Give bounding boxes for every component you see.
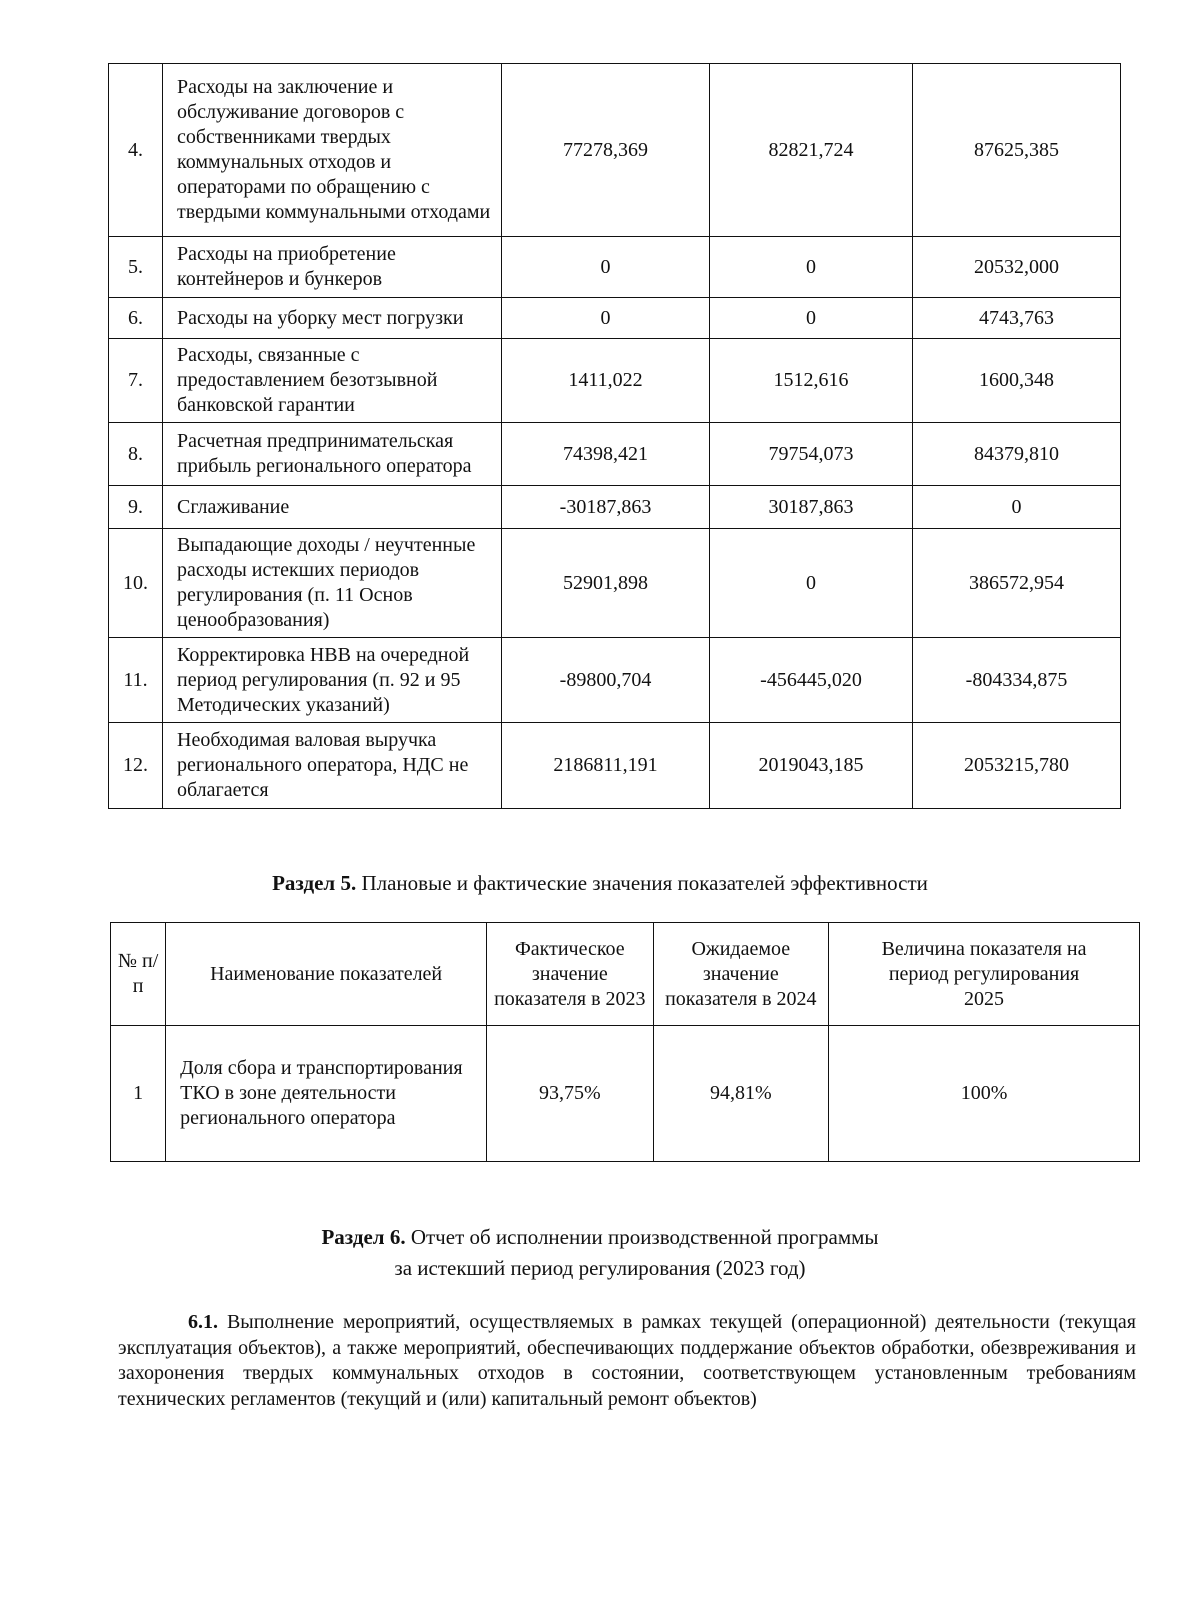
row-number: 12. — [109, 723, 163, 809]
row-number: 8. — [109, 423, 163, 486]
value-plan-2025: 100% — [829, 1026, 1140, 1162]
row-number: 1 — [111, 1026, 166, 1162]
table-row — [109, 237, 1121, 298]
value-2024: 79754,073 — [710, 423, 913, 486]
value-2025: 1600,348 — [913, 339, 1121, 423]
value-2025: 386572,954 — [913, 529, 1121, 638]
section-6-title-line-1: Отчет об исполнении производственной программы — [410, 1225, 879, 1249]
header-name: Наименование показателей — [166, 923, 487, 1026]
table-row — [109, 64, 1121, 237]
value-2024: 0 — [710, 237, 913, 298]
value-2025: 4743,763 — [913, 298, 1121, 339]
row-number: 10. — [109, 529, 163, 638]
cost-table — [108, 63, 1121, 809]
value-2024: -456445,020 — [710, 638, 913, 723]
row-number: 11. — [109, 638, 163, 723]
efficiency-indicators-table — [110, 922, 1140, 1162]
header-fact-2023: Фактическое значение показателя в 2023 — [487, 923, 653, 1026]
value-2025: 84379,810 — [913, 423, 1121, 486]
value-2024: 82821,724 — [710, 64, 913, 237]
header-plan-2025: Величина показателя на период регулирования 2025 — [829, 923, 1140, 1026]
table-header-row — [111, 923, 1140, 1026]
paragraph-text: Выполнение мероприятий, осуществляемых в рамках текущей (операционной) деятельности (текущая эксплуатация объектов), а также мероприятий, обеспечивающих поддержание объектов обработки, обезвреживания и захоронения твердых коммунальных отходов в состоянии, соответствующем установленным требованиям технических регламентов (текущий и (или) капитальный ремонт объектов) — [118, 1311, 1137, 1410]
value-2023: 77278,369 — [502, 64, 710, 237]
row-name: Необходимая валовая выручка регионального оператора, НДС не облагается — [163, 723, 502, 809]
section-5-title: Плановые и фактические значения показателей эффективности — [361, 871, 928, 895]
value-2024: 0 — [710, 529, 913, 638]
row-name: Доля сбора и транспортирования ТКО в зоне деятельности регионального оператора — [166, 1026, 487, 1162]
header-num: № п/п — [111, 923, 166, 1026]
value-2023: 2186811,191 — [502, 723, 710, 809]
row-name: Расчетная предпринимательская прибыль регионального оператора — [163, 423, 502, 486]
value-2025: 87625,385 — [913, 64, 1121, 237]
value-2025: -804334,875 — [913, 638, 1121, 723]
section-6-heading — [0, 1222, 1200, 1284]
table-row — [109, 423, 1121, 486]
value-2023: 74398,421 — [502, 423, 710, 486]
value-2025: 0 — [913, 486, 1121, 529]
row-name: Расходы на приобретение контейнеров и бункеров — [163, 237, 502, 298]
row-number: 4. — [109, 64, 163, 237]
table-row — [109, 723, 1121, 809]
value-fact-2023: 93,75% — [487, 1026, 653, 1162]
value-2023: 52901,898 — [502, 529, 710, 638]
paragraph-label: 6.1. — [188, 1311, 218, 1333]
value-2025: 2053215,780 — [913, 723, 1121, 809]
row-number: 6. — [109, 298, 163, 339]
value-2024: 0 — [710, 298, 913, 339]
value-expected-2024: 94,81% — [653, 1026, 829, 1162]
row-number: 5. — [109, 237, 163, 298]
value-2023: 0 — [502, 298, 710, 339]
table-row — [109, 638, 1121, 723]
table-row — [109, 298, 1121, 339]
row-name: Сглаживание — [163, 486, 502, 529]
row-number: 9. — [109, 486, 163, 529]
value-2023: 0 — [502, 237, 710, 298]
value-2023: -89800,704 — [502, 638, 710, 723]
section-5-heading — [0, 868, 1200, 899]
section-6-title-line-2: за истекший период регулирования (2023 год) — [394, 1256, 806, 1280]
table-row — [109, 529, 1121, 638]
row-name: Расходы на заключение и обслуживание договоров с собственниками твердых коммунальных отходов и операторами по обращению с твердыми коммунальными отходами — [163, 64, 502, 237]
value-2025: 20532,000 — [913, 237, 1121, 298]
row-number: 7. — [109, 339, 163, 423]
value-2024: 1512,616 — [710, 339, 913, 423]
value-2024: 30187,863 — [710, 486, 913, 529]
table-row — [109, 486, 1121, 529]
row-name: Расходы на уборку мест погрузки — [163, 298, 502, 339]
paragraph-6-1 — [118, 1310, 1136, 1412]
header-expected-2024: Ожидаемое значение показателя в 2024 — [653, 923, 829, 1026]
value-2023: -30187,863 — [502, 486, 710, 529]
row-name: Выпадающие доходы / неучтенные расходы истекших периодов регулирования (п. 11 Основ ценообразования) — [163, 529, 502, 638]
value-2023: 1411,022 — [502, 339, 710, 423]
section-5-label: Раздел 5. — [272, 871, 357, 895]
table-row — [111, 1026, 1140, 1162]
section-6-label: Раздел 6. — [321, 1225, 406, 1249]
row-name: Корректировка НВВ на очередной период регулирования (п. 92 и 95 Методических указаний) — [163, 638, 502, 723]
table-row — [109, 339, 1121, 423]
value-2024: 2019043,185 — [710, 723, 913, 809]
row-name: Расходы, связанные с предоставлением безотзывной банковской гарантии — [163, 339, 502, 423]
